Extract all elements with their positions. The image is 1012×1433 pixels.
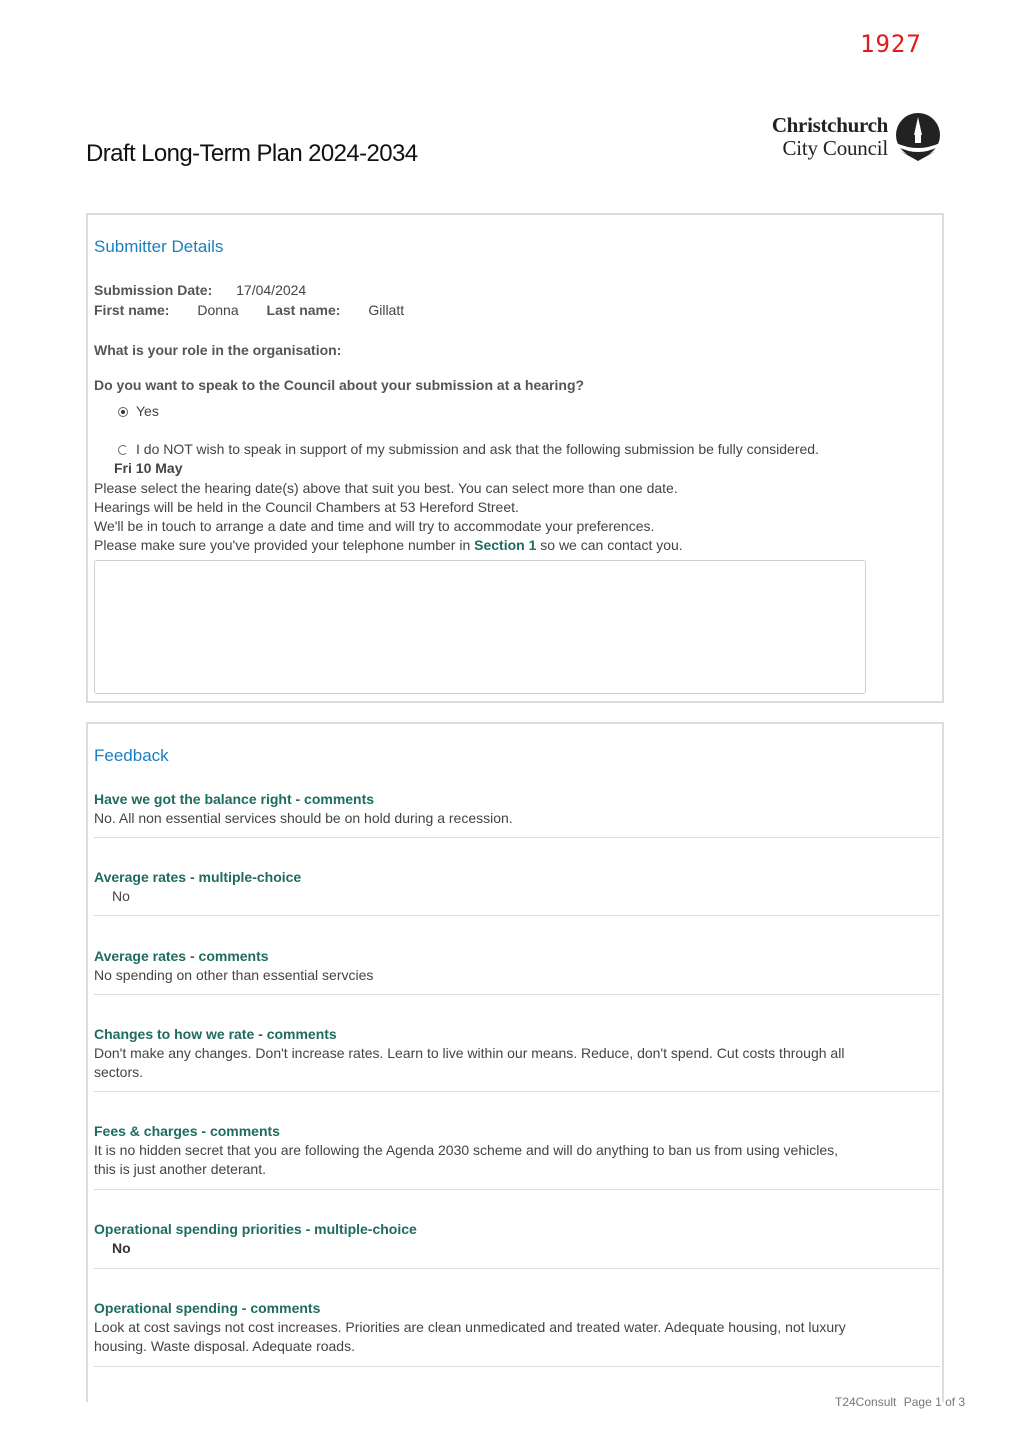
first-name-label: First name: <box>94 302 170 318</box>
hearing-info-2: Hearings will be held in the Council Chambers at 53 Hereford Street. <box>94 499 519 515</box>
divider <box>94 994 940 995</box>
hearing-date: Fri 10 May <box>114 460 183 476</box>
feedback-section <box>86 722 944 1402</box>
radio-option-yes[interactable] <box>118 402 159 421</box>
submitter-details-section <box>86 213 944 703</box>
submission-date-value: 17/04/2024 <box>236 282 307 298</box>
logo-text <box>772 113 888 159</box>
submission-comment-box[interactable] <box>94 560 866 694</box>
feedback-heading: Feedback <box>94 746 169 765</box>
document-title: Draft Long-Term Plan 2024-2034 <box>86 140 418 167</box>
feedback-item <box>94 1122 940 1179</box>
radio-yes-label: Yes <box>136 403 159 419</box>
footer-system: T24Consult <box>835 1395 897 1409</box>
last-name-label: Last name: <box>266 302 341 318</box>
hearing-info-4 <box>94 536 683 555</box>
page-number-stamp: 1927 <box>860 30 922 58</box>
feedback-answer: No spending on other than essential servcies <box>94 967 374 983</box>
first-name-value: Donna <box>197 302 239 318</box>
divider <box>94 1189 940 1190</box>
radio-no-unselected[interactable] <box>118 445 128 455</box>
submitter-details-heading: Submitter Details <box>94 237 224 256</box>
radio-yes-selected[interactable] <box>118 407 128 417</box>
hearing-info-1: Please select the hearing date(s) above that suit you best. You can select more than one date. <box>94 480 678 496</box>
radio-no-label: I do NOT wish to speak in support of my submission and ask that the following submission be fully considered. <box>136 441 819 457</box>
footer-page: Page 1 of 3 <box>903 1395 966 1409</box>
divider <box>94 915 940 916</box>
feedback-answer: No <box>112 888 130 904</box>
council-logo <box>720 113 942 161</box>
cathedral-spire-icon <box>894 113 942 161</box>
divider <box>94 837 940 838</box>
last-name-value: Gillatt <box>368 302 405 318</box>
logo-line-2: City Council <box>782 136 888 160</box>
hearing-info-3: We'll be in touch to arrange a date and time and will try to accommodate your preferences. <box>94 518 655 534</box>
role-question: What is your role in the organisation: <box>94 342 342 358</box>
hearing-info-4-pre: Please make sure you've provided your telephone number in <box>94 537 471 553</box>
feedback-answer: Don't make any changes. Don't increase rates. Learn to live within our means. Reduce, don't spend. Cut costs through all sectors. <box>94 1045 845 1080</box>
feedback-item <box>94 1299 940 1356</box>
submission-date-row <box>94 281 306 300</box>
hearing-info-4-post: so we can contact you. <box>540 537 683 553</box>
name-row <box>94 301 404 320</box>
feedback-answer: It is no hidden secret that you are following the Agenda 2030 scheme and will do anything to ban us from using vehicles, this is just another deterant. <box>94 1142 839 1177</box>
feedback-item <box>94 947 940 985</box>
radio-option-no[interactable] <box>118 440 819 459</box>
feedback-question: Changes to how we rate - comments <box>94 1026 337 1042</box>
feedback-answer: Look at cost savings not cost increases. Priorities are clean unmedicated and treated water. Adequate housing, not luxury housing. Waste disposal. Adequate roads. <box>94 1319 846 1354</box>
feedback-answer: No. All non essential services should be on hold during a recession. <box>94 810 513 826</box>
submission-date-label: Submission Date: <box>94 282 213 298</box>
feedback-question: Fees & charges - comments <box>94 1123 280 1139</box>
feedback-answer: No <box>112 1240 131 1256</box>
hearing-question: Do you want to speak to the Council about your submission at a hearing? <box>94 377 585 393</box>
feedback-item <box>94 790 940 828</box>
section-1-link[interactable]: Section 1 <box>474 537 537 553</box>
divider <box>94 1366 940 1367</box>
feedback-item <box>94 1025 940 1082</box>
feedback-question: Average rates - comments <box>94 948 269 964</box>
logo-line-1: Christchurch <box>771 113 888 137</box>
feedback-question: Operational spending priorities - multiple-choice <box>94 1221 417 1237</box>
divider <box>94 1091 940 1092</box>
feedback-item <box>94 868 940 906</box>
feedback-item <box>94 1220 940 1258</box>
feedback-question: Operational spending - comments <box>94 1300 321 1316</box>
divider <box>94 1268 940 1269</box>
feedback-question: Have we got the balance right - comments <box>94 791 375 807</box>
page-footer <box>835 1395 965 1409</box>
feedback-question: Average rates - multiple-choice <box>94 869 302 885</box>
